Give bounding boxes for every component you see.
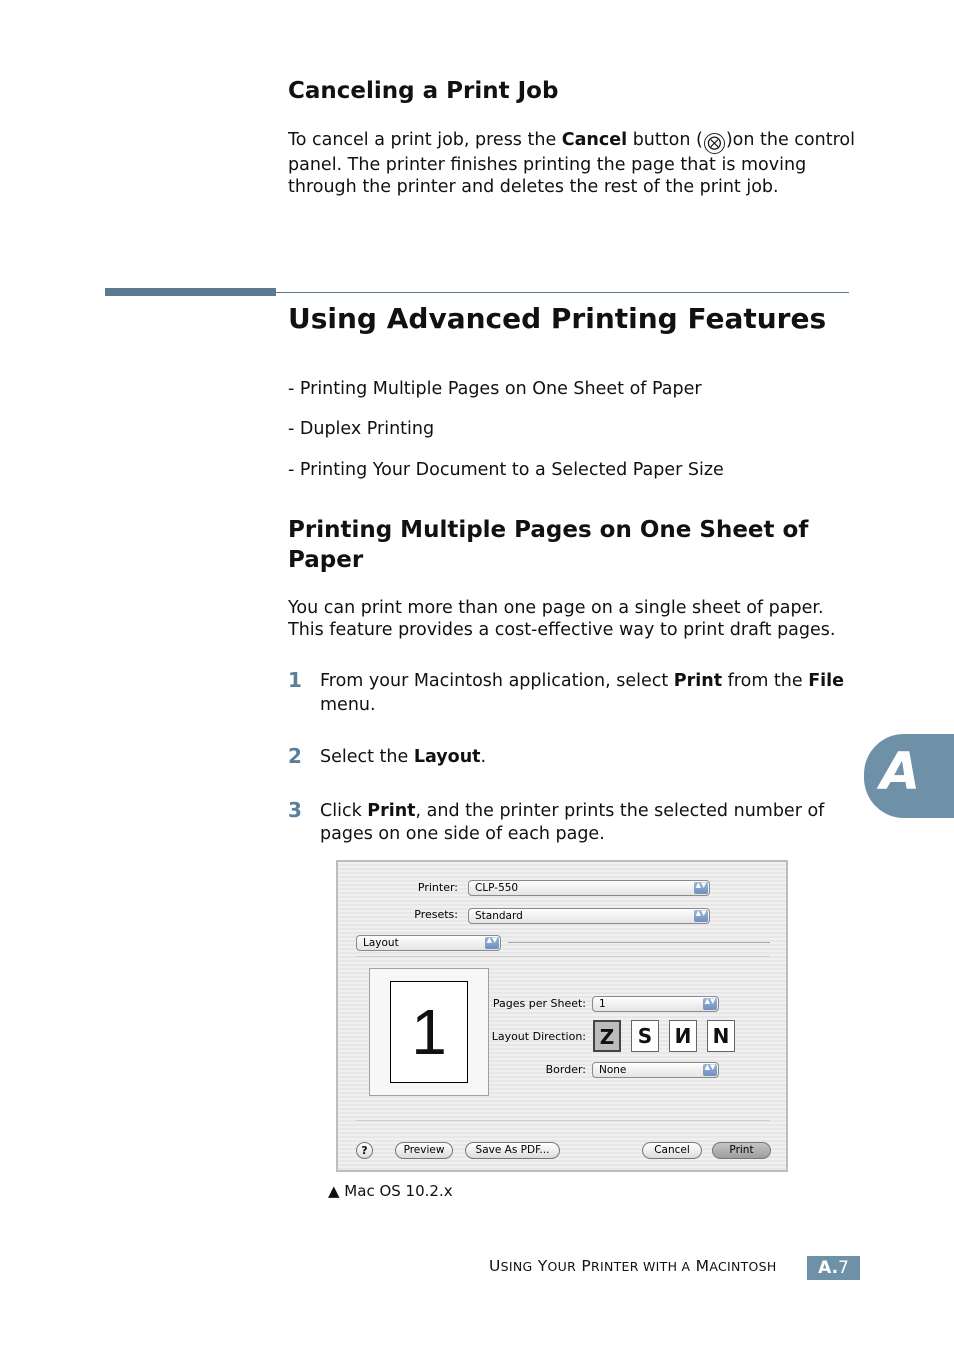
step-number: 1	[288, 668, 302, 692]
step-text	[320, 800, 824, 823]
direction-n-reverse-button[interactable]: И	[669, 1020, 697, 1052]
popup-arrows-icon: ▲▼	[694, 882, 708, 894]
direction-z-button[interactable]: Z	[593, 1020, 621, 1052]
divider	[356, 956, 770, 957]
text: .	[480, 747, 487, 767]
text: )on the control panel. The printer finishes printing the page that is moving through the printer and deletes the rest of the print job.	[288, 130, 855, 197]
page-number: 7	[838, 1258, 849, 1278]
popup-arrows-icon: ▲▼	[703, 998, 717, 1010]
figure-caption: ▲ Mac OS 10.2.x	[328, 1182, 453, 1200]
section-rule-thin	[276, 292, 849, 293]
printer-label: Printer:	[417, 881, 458, 894]
text: Click	[320, 801, 368, 821]
print-button[interactable]: Print	[712, 1142, 771, 1159]
pages-per-sheet-popup[interactable]	[592, 996, 719, 1012]
border-value: None	[599, 1064, 627, 1076]
text: , and the printer prints the selected number of	[415, 801, 825, 821]
divider	[508, 942, 770, 943]
intro-line: This feature provides a cost-effective way to print draft pages.	[288, 620, 836, 640]
help-button[interactable]: ?	[356, 1142, 373, 1159]
layout-preview	[369, 968, 489, 1096]
presets-value: Standard	[475, 910, 523, 922]
text: SING	[500, 1259, 533, 1274]
popup-arrows-icon: ▲▼	[485, 937, 499, 949]
text: U	[489, 1257, 501, 1275]
bullet-item: - Duplex Printing	[288, 419, 435, 439]
text: OUR	[547, 1259, 577, 1274]
bold-file: File	[808, 671, 845, 691]
bold-cancel: Cancel	[561, 130, 628, 150]
text: RINTER	[590, 1259, 639, 1274]
canceling-paragraph	[288, 129, 858, 198]
section-rule-thick	[105, 288, 276, 296]
text: ACINTOSH	[709, 1259, 777, 1274]
chapter-letter: A	[880, 742, 921, 802]
direction-s-button[interactable]: S	[631, 1020, 659, 1052]
pages-per-sheet-label: Pages per Sheet:	[492, 997, 586, 1010]
chapter-tab	[864, 734, 954, 818]
presets-popup[interactable]	[468, 908, 710, 924]
preview-page: 1	[390, 981, 468, 1083]
section-title-multiple-pages: Printing Multiple Pages on One Sheet of	[288, 517, 809, 543]
intro-line: You can print more than one page on a single sheet of paper.	[288, 598, 824, 618]
divider	[356, 1120, 770, 1121]
text: To cancel a print job, press the	[288, 130, 562, 150]
text: M	[690, 1257, 710, 1275]
step-text	[320, 746, 486, 769]
border-popup[interactable]	[592, 1062, 719, 1078]
text: Y	[532, 1257, 548, 1275]
bullet-item: - Printing Multiple Pages on One Sheet of Paper	[288, 379, 702, 399]
popup-arrows-icon: ▲▼	[694, 910, 708, 922]
panel-value: Layout	[363, 937, 399, 949]
bold-print: Print	[673, 671, 723, 691]
section-title-multiple-pages-cont: Paper	[288, 547, 364, 573]
text: From your Macintosh application, select	[320, 671, 674, 691]
save-as-pdf-button[interactable]: Save As PDF...	[465, 1142, 560, 1159]
step-text-cont: pages on one side of each page.	[320, 824, 605, 844]
text: P	[576, 1257, 591, 1275]
section-title-canceling: Canceling a Print Job	[288, 78, 559, 104]
page-number-badge	[807, 1256, 860, 1280]
layout-direction-label: Layout Direction:	[491, 1030, 586, 1043]
panel-popup[interactable]	[356, 935, 501, 951]
text: from the	[722, 671, 809, 691]
bullet-item: - Printing Your Document to a Selected Paper Size	[288, 460, 724, 480]
printer-popup[interactable]	[468, 880, 710, 896]
bold-layout: Layout	[413, 747, 481, 767]
running-footer	[489, 1257, 777, 1275]
bold-print: Print	[367, 801, 416, 821]
step-number: 2	[288, 744, 302, 768]
step-number: 3	[288, 798, 302, 822]
page-prefix: A.	[818, 1258, 839, 1278]
text: Select the	[320, 747, 414, 767]
cancel-button[interactable]: Cancel	[642, 1142, 702, 1159]
step-text	[320, 670, 860, 693]
printer-value: CLP-550	[475, 882, 519, 894]
preview-button[interactable]: Preview	[395, 1142, 453, 1159]
text: button (	[627, 130, 703, 150]
popup-arrows-icon: ▲▼	[703, 1064, 717, 1076]
section-title-advanced: Using Advanced Printing Features	[288, 302, 827, 335]
presets-label: Presets:	[414, 908, 458, 921]
border-label: Border:	[545, 1063, 586, 1076]
print-dialog	[336, 860, 788, 1172]
cancel-button-icon: ⨂	[704, 133, 725, 154]
step-text-cont: menu.	[320, 695, 376, 715]
pages-per-sheet-value: 1	[599, 998, 606, 1010]
direction-n-button[interactable]: N	[707, 1020, 735, 1052]
text: WITH A	[638, 1259, 691, 1274]
